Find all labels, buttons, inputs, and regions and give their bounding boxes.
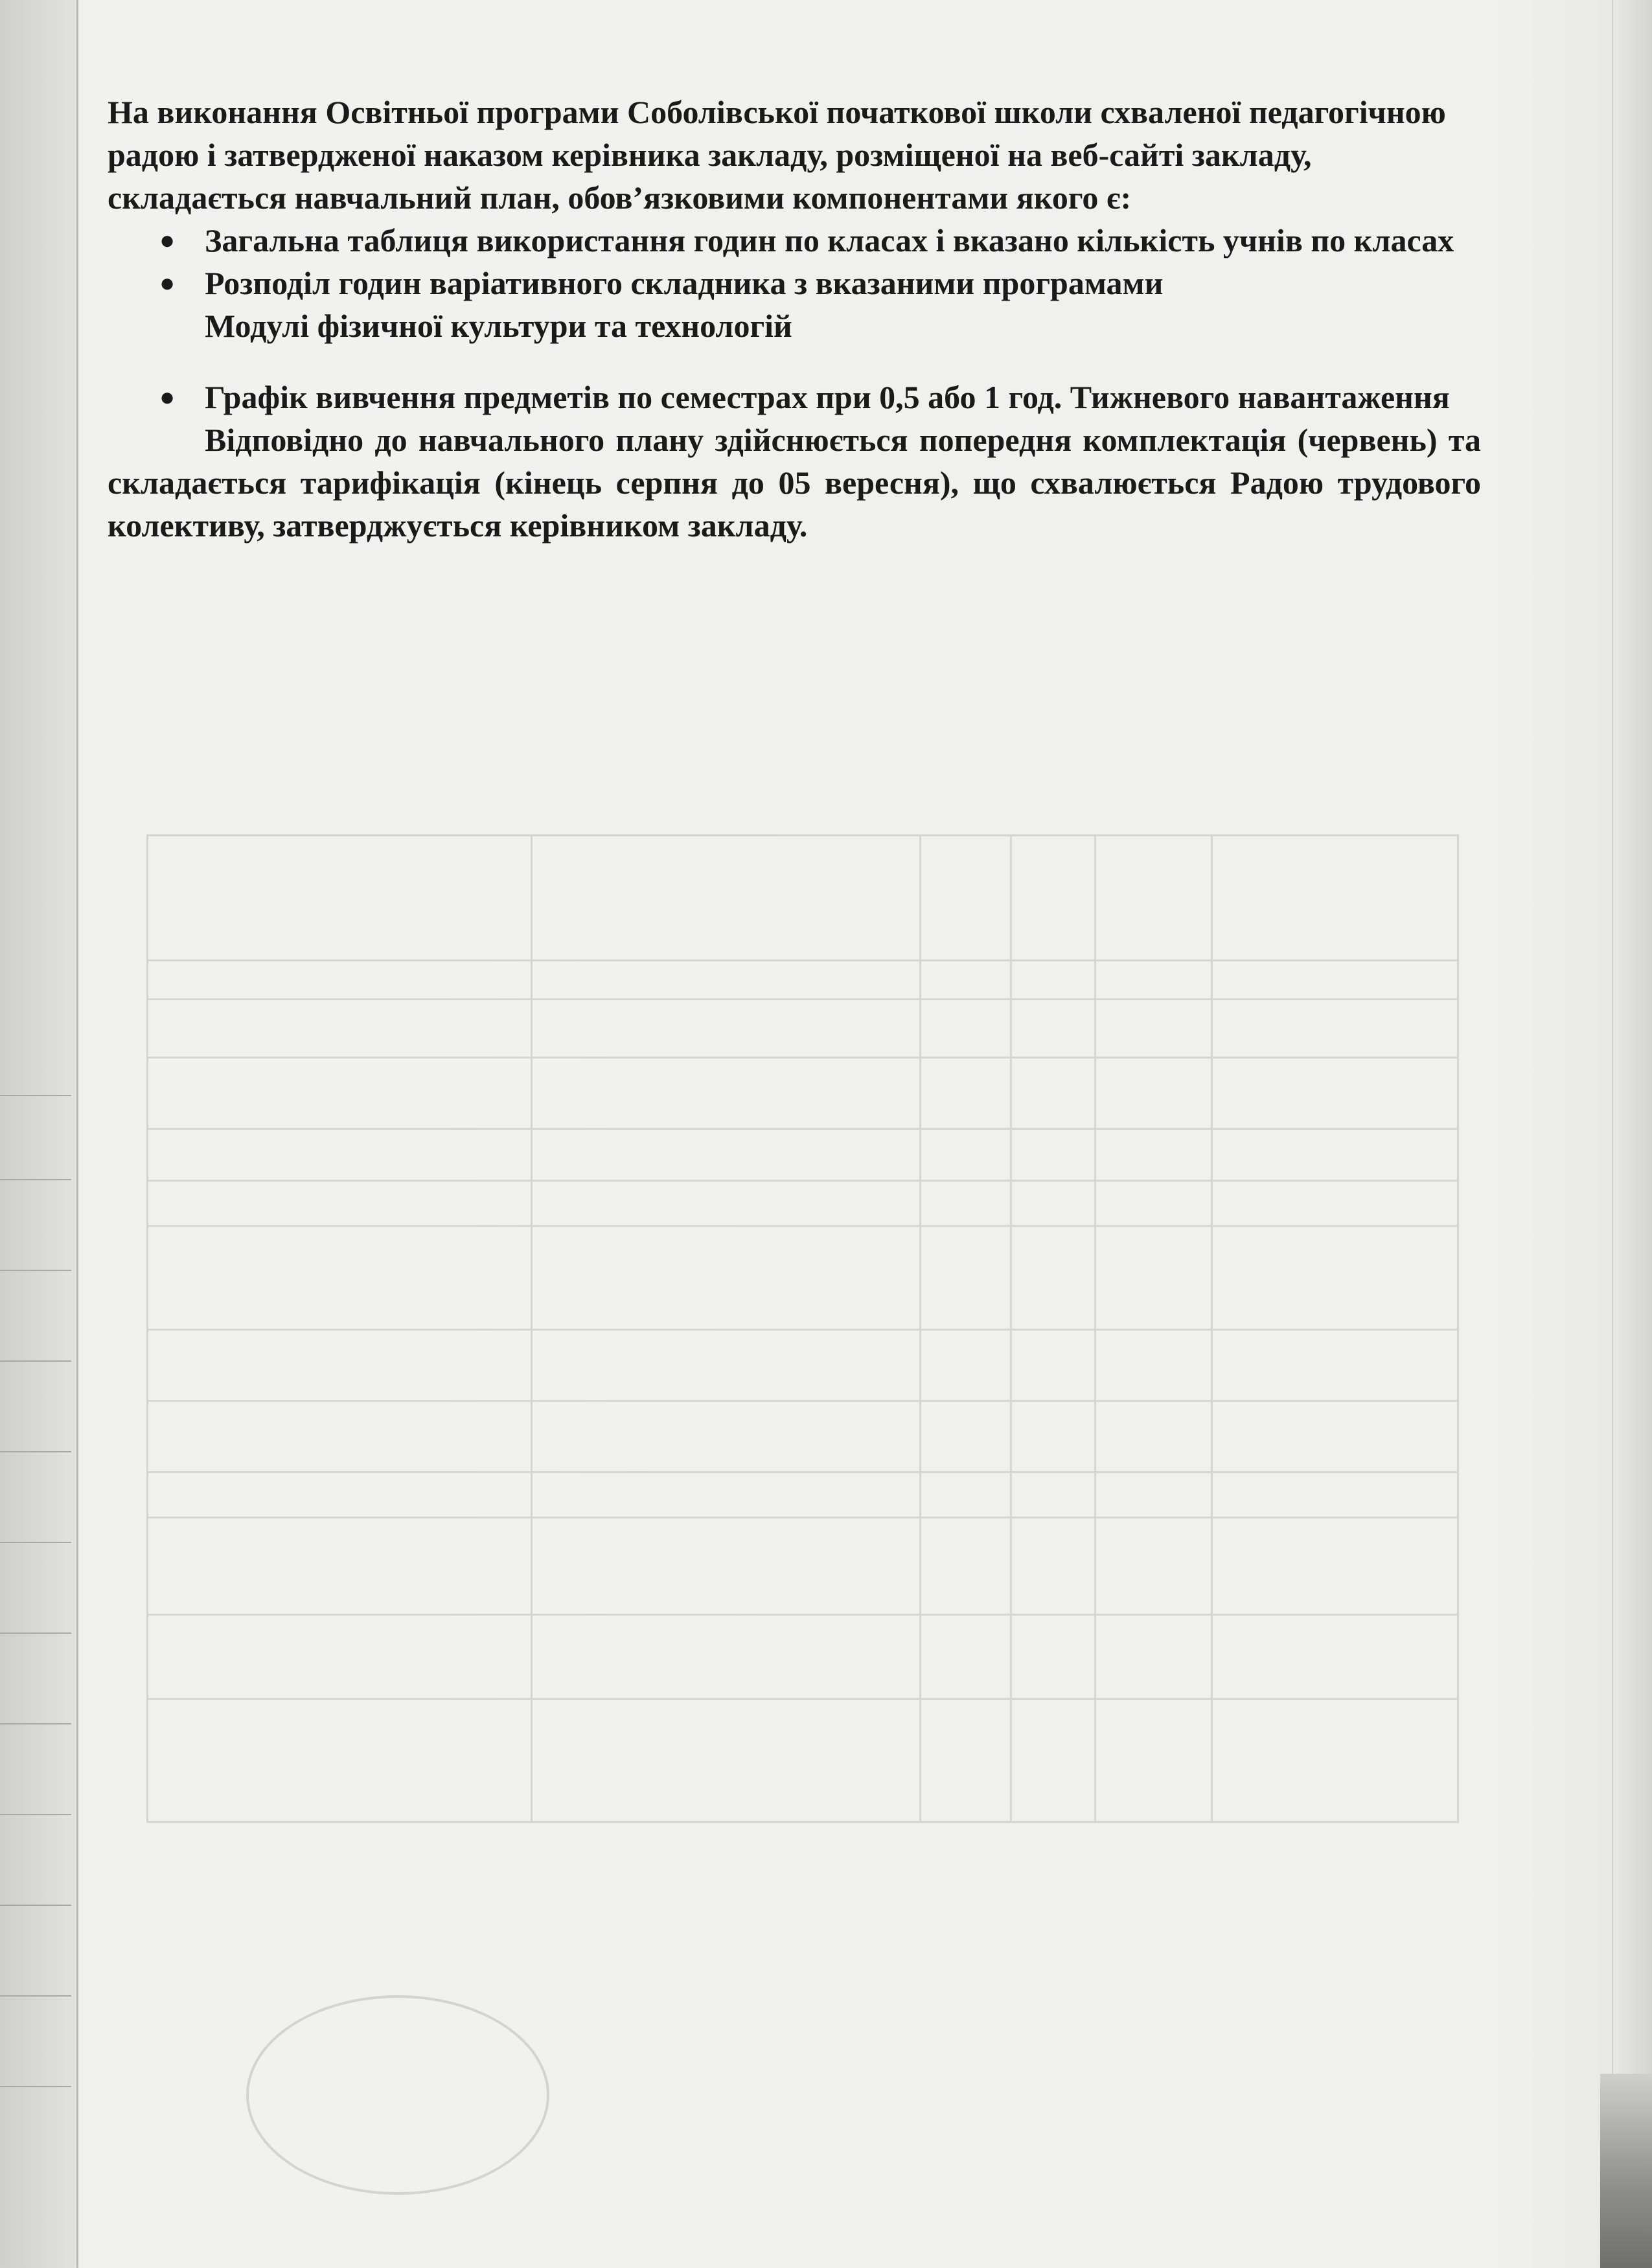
right-page-edge xyxy=(1612,0,1652,2268)
edge-line xyxy=(0,1723,71,1724)
scan-corner-shadow xyxy=(1600,2074,1652,2268)
edge-line xyxy=(0,1360,71,1362)
bleed-through-table xyxy=(146,834,1459,1823)
list-item xyxy=(108,376,1481,418)
closing-paragraph: Відповідно до навчального плану здійснюється попередня комплектація (червень) та складається тарифікація (кінець серпня до 05 вересня), що схвалюється Радою трудового колективу, затверджується керівником закладу. xyxy=(108,422,1481,544)
edge-line xyxy=(0,1995,71,1997)
edge-line xyxy=(0,2086,71,2087)
edge-line xyxy=(0,1542,71,1543)
components-list xyxy=(108,219,1481,418)
intro-paragraph: На виконання Освітньої програми Соболівської початкової школи схваленої педагогічною радою і затвердженої наказом керівника закладу, розміщеної на веб-сайті закладу, складається навчальний план, обов’язковими компонентами якого є: xyxy=(108,94,1446,216)
binding-edge xyxy=(0,0,78,2268)
bullet-icon: ● xyxy=(159,268,176,297)
list-item xyxy=(108,262,1481,347)
edge-line xyxy=(0,1814,71,1815)
edge-line xyxy=(0,1179,71,1180)
list-item-text: Загальна таблиця використання годин по класах і вказано кількість учнів по класах xyxy=(205,222,1454,258)
edge-line xyxy=(0,1451,71,1452)
list-item-text: Розподіл годин варіативного складника з вказаними програмами xyxy=(205,265,1164,301)
bullet-icon: ● xyxy=(159,382,176,411)
edge-line xyxy=(0,1270,71,1271)
list-item-subtext: Модулі фізичної культури та технологій xyxy=(205,308,792,344)
edge-line xyxy=(0,1095,71,1096)
list-spacer xyxy=(108,347,1481,376)
edge-line xyxy=(0,1905,71,1906)
bullet-icon: ● xyxy=(159,225,176,255)
list-item xyxy=(108,219,1481,262)
bleed-through-stamp xyxy=(246,1995,549,2195)
edge-line xyxy=(0,1632,71,1634)
list-item-text: Графік вивчення предметів по семестрах при 0,5 або 1 год. Тижневого навантаження xyxy=(205,379,1450,415)
main-text xyxy=(108,91,1481,547)
